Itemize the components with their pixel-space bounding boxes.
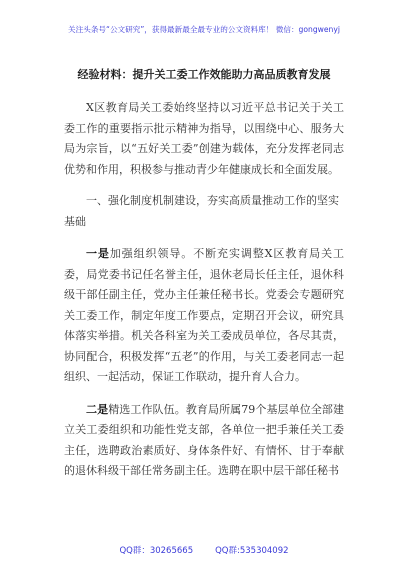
intro-paragraph: X区教育局关工委始终坚持以习近平总书记关于关工委工作的重要指示批示精神为指导，以围绕中心、服务大局为宗旨，以“五好关工委”创建为载体，充分发挥老同志优势和作用，积极参与推动青少年健康成长和全面发展。: [64, 101, 344, 176]
point-2-lead: 二是: [86, 402, 109, 416]
point-2-text: 精选工作队伍。教育局所属79个基层单位全部建立关工委组织和功能性党支部，各单位一把手兼任关工委主任，选聘政治素质好、身体条件好、有情怀、甘于奉献的退休科级干部任常务副主任。选聘在职中层干部任秘书: [64, 402, 345, 477]
point-1-lead: 一是: [86, 247, 110, 260]
document-title: 经验材料：提升关工委工作效能助力高品质教育发展: [77, 68, 331, 81]
footer-qq-group-2: QQ群:535304092: [215, 546, 289, 556]
footer-qq-group-1: QQ群：30265665: [119, 546, 194, 556]
point-1-text: 加强组织领导。不断充实调整X区教育局关工委，局党委书记任名誉主任，退休老局长任主任，退休科级干部任副主任，党办主任兼任秘书长。党委会专题研究关工委工作，制定年度工作要点，定期召开会议，研究具体落实举措。机关各科室为关工委成员单位，各尽其责，协同配合，积极发挥“五老”的作用，与关工委老同志一起组织、一起活动，保证工作联动，提升育人合力。: [64, 247, 344, 383]
point-2-paragraph: [64, 400, 344, 482]
section-heading-1: 一、强化制度机制建设，夯实高质量推动工作的坚实基础: [64, 194, 339, 228]
page-header-promo: 关注头条号“公文研究”，获得最新最全最专业的公文资料库！ 微信：gongwenyj: [68, 25, 340, 34]
page-footer: [0, 544, 408, 556]
document-body: [64, 98, 344, 482]
point-1-paragraph: [64, 244, 344, 388]
